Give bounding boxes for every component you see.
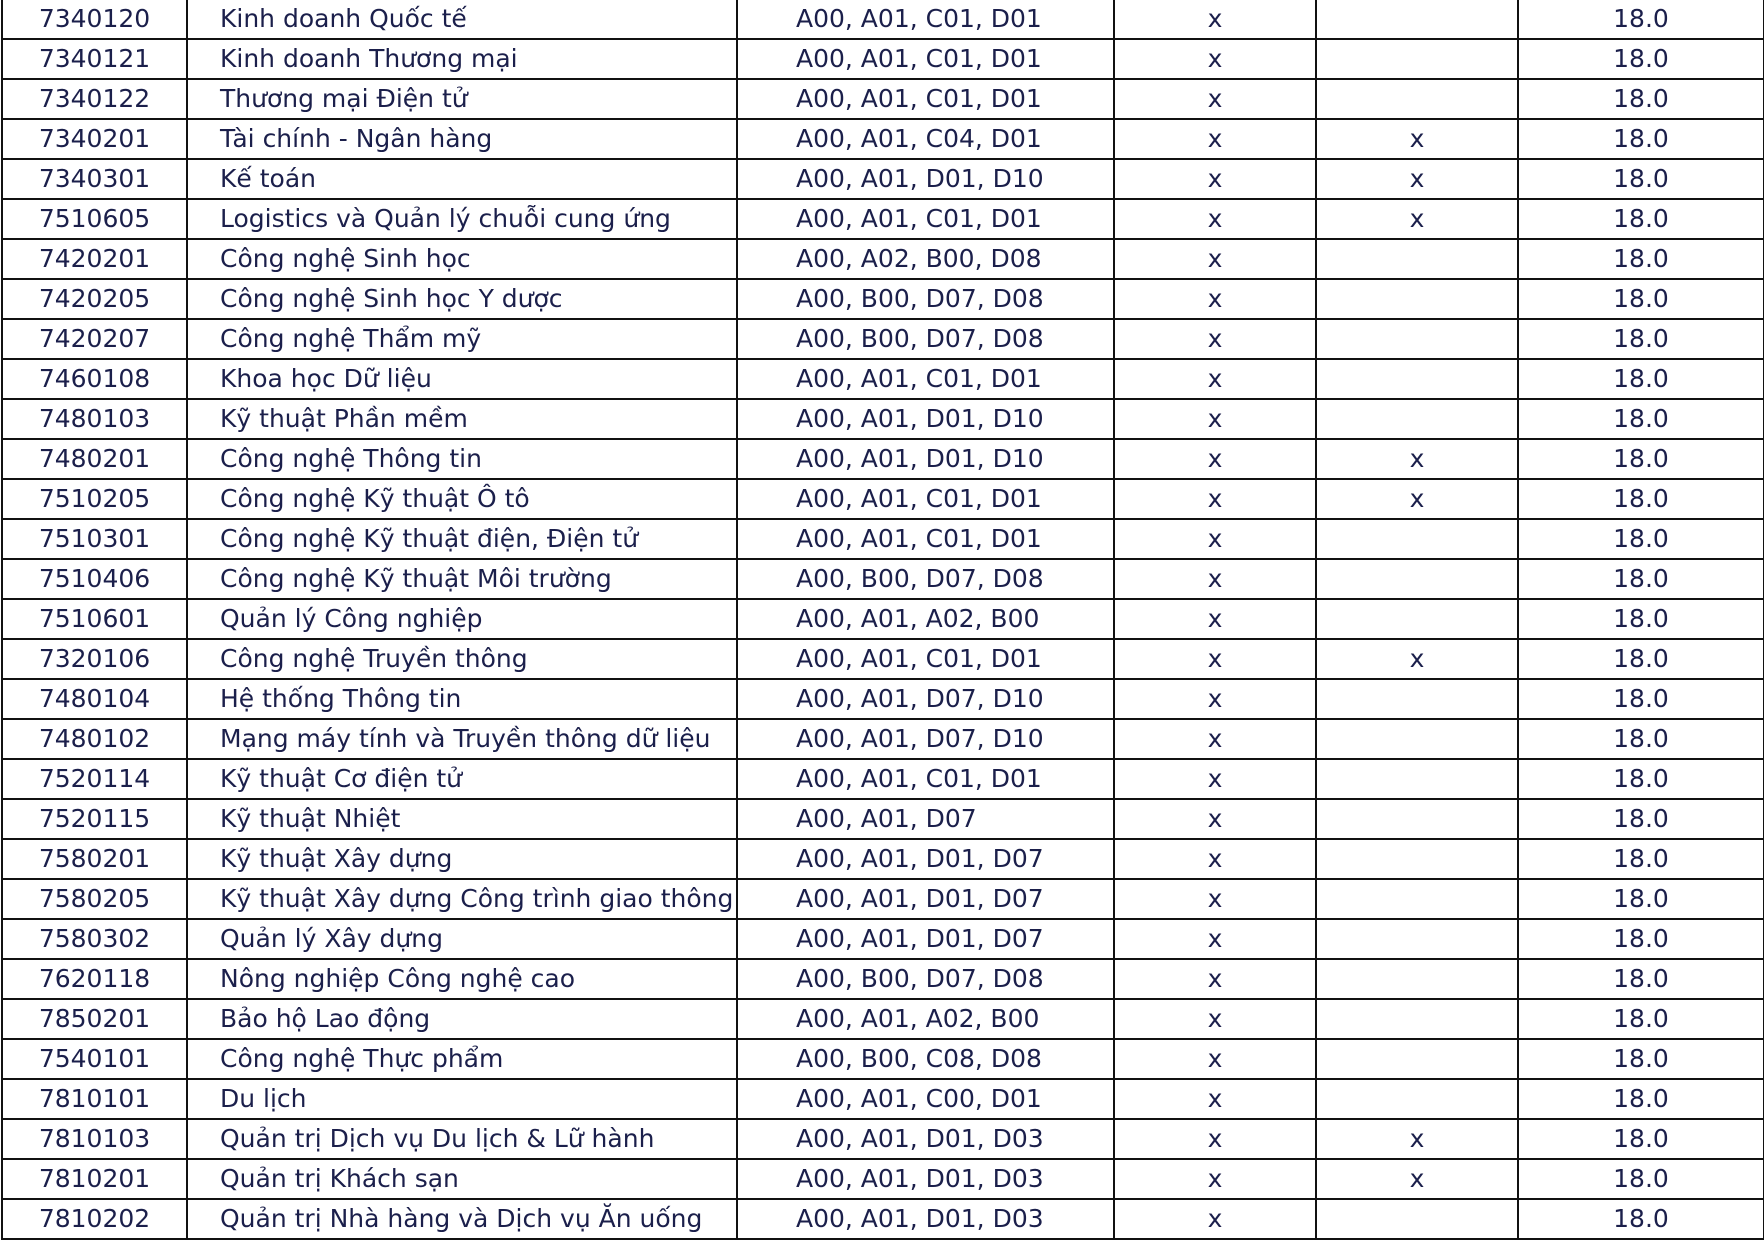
score-cell: 18.0 [1518,0,1764,39]
score-cell: 18.0 [1518,439,1764,479]
major-name-cell: Khoa học Dữ liệu [187,359,737,399]
table-row [2,0,1764,39]
table-row [2,39,1764,79]
score-cell: 18.0 [1518,159,1764,199]
score-cell: 18.0 [1518,319,1764,359]
major-name-cell: Công nghệ Kỹ thuật Ô tô [187,479,737,519]
major-name-cell: Quản trị Dịch vụ Du lịch & Lữ hành [187,1119,737,1159]
method-mark-cell: x [1114,919,1316,959]
major-code-cell: 7580302 [2,919,187,959]
secondary-mark-cell [1316,999,1518,1039]
secondary-mark-cell [1316,679,1518,719]
method-mark-cell: x [1114,119,1316,159]
method-mark-cell: x [1114,239,1316,279]
major-name-cell: Công nghệ Sinh học Y dược [187,279,737,319]
score-cell: 18.0 [1518,1079,1764,1119]
major-name-cell: Logistics và Quản lý chuỗi cung ứng [187,199,737,239]
subject-combinations-cell: A00, A01, D07, D10 [737,719,1114,759]
method-mark-cell: x [1114,0,1316,39]
subject-combinations-cell: A00, A02, B00, D08 [737,239,1114,279]
subject-combinations-cell: A00, A01, D01, D03 [737,1159,1114,1199]
method-mark-cell: x [1114,79,1316,119]
major-name-cell: Công nghệ Truyền thông [187,639,737,679]
major-code-cell: 7420205 [2,279,187,319]
secondary-mark-cell [1316,919,1518,959]
subject-combinations-cell: A00, A01, D01, D10 [737,399,1114,439]
subject-combinations-cell: A00, A01, C01, D01 [737,519,1114,559]
table-row [2,479,1764,519]
score-cell: 18.0 [1518,999,1764,1039]
secondary-mark-cell [1316,1199,1518,1239]
table-row [2,319,1764,359]
subject-combinations-cell: A00, A01, D01, D03 [737,1199,1114,1239]
table-row [2,1079,1764,1119]
score-cell: 18.0 [1518,959,1764,999]
score-cell: 18.0 [1518,479,1764,519]
table-row [2,999,1764,1039]
score-cell: 18.0 [1518,39,1764,79]
score-cell: 18.0 [1518,759,1764,799]
major-code-cell: 7340121 [2,39,187,79]
subject-combinations-cell: A00, A01, C04, D01 [737,119,1114,159]
secondary-mark-cell: x [1316,119,1518,159]
subject-combinations-cell: A00, B00, D07, D08 [737,559,1114,599]
table-row [2,559,1764,599]
subject-combinations-cell: A00, A01, D01, D07 [737,879,1114,919]
score-cell: 18.0 [1518,359,1764,399]
table-row [2,79,1764,119]
table-row [2,1039,1764,1079]
major-code-cell: 7540101 [2,1039,187,1079]
table-row [2,759,1764,799]
major-name-cell: Hệ thống Thông tin [187,679,737,719]
method-mark-cell: x [1114,479,1316,519]
table-row [2,359,1764,399]
method-mark-cell: x [1114,399,1316,439]
secondary-mark-cell [1316,319,1518,359]
method-mark-cell: x [1114,519,1316,559]
major-name-cell: Công nghệ Thẩm mỹ [187,319,737,359]
subject-combinations-cell: A00, A01, C01, D01 [737,479,1114,519]
subject-combinations-cell: A00, A01, C01, D01 [737,359,1114,399]
method-mark-cell: x [1114,879,1316,919]
major-code-cell: 7510205 [2,479,187,519]
secondary-mark-cell [1316,239,1518,279]
subject-combinations-cell: A00, B00, D07, D08 [737,279,1114,319]
secondary-mark-cell [1316,799,1518,839]
score-cell: 18.0 [1518,119,1764,159]
subject-combinations-cell: A00, A01, D01, D10 [737,439,1114,479]
method-mark-cell: x [1114,1079,1316,1119]
secondary-mark-cell: x [1316,439,1518,479]
method-mark-cell: x [1114,719,1316,759]
score-cell: 18.0 [1518,1159,1764,1199]
table-row [2,839,1764,879]
major-code-cell: 7810201 [2,1159,187,1199]
method-mark-cell: x [1114,1159,1316,1199]
secondary-mark-cell: x [1316,1119,1518,1159]
major-code-cell: 7340201 [2,119,187,159]
subject-combinations-cell: A00, A01, D07 [737,799,1114,839]
table-row [2,1199,1764,1239]
table-row [2,679,1764,719]
score-cell: 18.0 [1518,239,1764,279]
table-row [2,919,1764,959]
major-code-cell: 7580201 [2,839,187,879]
major-code-cell: 7810103 [2,1119,187,1159]
subject-combinations-cell: A00, B00, C08, D08 [737,1039,1114,1079]
major-name-cell: Công nghệ Sinh học [187,239,737,279]
major-code-cell: 7480102 [2,719,187,759]
major-name-cell: Quản lý Công nghiệp [187,599,737,639]
major-code-cell: 7510605 [2,199,187,239]
table-row [2,439,1764,479]
method-mark-cell: x [1114,799,1316,839]
score-cell: 18.0 [1518,919,1764,959]
table-row [2,159,1764,199]
score-cell: 18.0 [1518,1199,1764,1239]
major-code-cell: 7420207 [2,319,187,359]
major-name-cell: Bảo hộ Lao động [187,999,737,1039]
score-cell: 18.0 [1518,399,1764,439]
method-mark-cell: x [1114,1199,1316,1239]
method-mark-cell: x [1114,959,1316,999]
secondary-mark-cell [1316,879,1518,919]
method-mark-cell: x [1114,599,1316,639]
major-code-cell: 7510406 [2,559,187,599]
secondary-mark-cell [1316,599,1518,639]
major-code-cell: 7480201 [2,439,187,479]
major-name-cell: Kỹ thuật Phần mềm [187,399,737,439]
method-mark-cell: x [1114,279,1316,319]
major-code-cell: 7850201 [2,999,187,1039]
secondary-mark-cell [1316,559,1518,599]
major-code-cell: 7340120 [2,0,187,39]
major-code-cell: 7810101 [2,1079,187,1119]
subject-combinations-cell: A00, A01, D01, D10 [737,159,1114,199]
major-code-cell: 7420201 [2,239,187,279]
secondary-mark-cell: x [1316,159,1518,199]
table-row [2,879,1764,919]
major-code-cell: 7520115 [2,799,187,839]
major-code-cell: 7340122 [2,79,187,119]
subject-combinations-cell: A00, A01, D01, D03 [737,1119,1114,1159]
score-cell: 18.0 [1518,199,1764,239]
score-cell: 18.0 [1518,719,1764,759]
method-mark-cell: x [1114,439,1316,479]
subject-combinations-cell: A00, A01, A02, B00 [737,599,1114,639]
major-name-cell: Kỹ thuật Xây dựng [187,839,737,879]
table-body [2,0,1764,1239]
secondary-mark-cell [1316,39,1518,79]
subject-combinations-cell: A00, A01, C01, D01 [737,199,1114,239]
method-mark-cell: x [1114,839,1316,879]
major-name-cell: Thương mại Điện tử [187,79,737,119]
secondary-mark-cell [1316,1039,1518,1079]
major-code-cell: 7620118 [2,959,187,999]
secondary-mark-cell: x [1316,639,1518,679]
major-name-cell: Kỹ thuật Nhiệt [187,799,737,839]
major-name-cell: Kỹ thuật Cơ điện tử [187,759,737,799]
method-mark-cell: x [1114,999,1316,1039]
major-code-cell: 7810202 [2,1199,187,1239]
table-row [2,1119,1764,1159]
subject-combinations-cell: A00, A01, D07, D10 [737,679,1114,719]
method-mark-cell: x [1114,319,1316,359]
secondary-mark-cell: x [1316,199,1518,239]
major-name-cell: Tài chính - Ngân hàng [187,119,737,159]
subject-combinations-cell: A00, B00, D07, D08 [737,959,1114,999]
score-cell: 18.0 [1518,279,1764,319]
major-name-cell: Quản trị Nhà hàng và Dịch vụ Ăn uống [187,1199,737,1239]
method-mark-cell: x [1114,559,1316,599]
major-code-cell: 7510601 [2,599,187,639]
major-name-cell: Quản trị Khách sạn [187,1159,737,1199]
table-row [2,959,1764,999]
subject-combinations-cell: A00, A01, C01, D01 [737,79,1114,119]
table-row [2,119,1764,159]
major-code-cell: 7340301 [2,159,187,199]
secondary-mark-cell [1316,519,1518,559]
table-row [2,799,1764,839]
admissions-table [1,0,1764,1240]
secondary-mark-cell: x [1316,479,1518,519]
secondary-mark-cell: x [1316,1159,1518,1199]
subject-combinations-cell: A00, A01, C01, D01 [737,39,1114,79]
score-cell: 18.0 [1518,519,1764,559]
secondary-mark-cell [1316,839,1518,879]
secondary-mark-cell [1316,759,1518,799]
method-mark-cell: x [1114,759,1316,799]
major-name-cell: Kế toán [187,159,737,199]
score-cell: 18.0 [1518,1119,1764,1159]
secondary-mark-cell [1316,0,1518,39]
major-code-cell: 7480104 [2,679,187,719]
score-cell: 18.0 [1518,1039,1764,1079]
major-name-cell: Công nghệ Kỹ thuật điện, Điện tử [187,519,737,559]
subject-combinations-cell: A00, A01, D01, D07 [737,839,1114,879]
major-name-cell: Kinh doanh Quốc tế [187,0,737,39]
major-name-cell: Kinh doanh Thương mại [187,39,737,79]
table-row [2,239,1764,279]
major-name-cell: Du lịch [187,1079,737,1119]
score-cell: 18.0 [1518,79,1764,119]
table-row [2,519,1764,559]
table-row [2,639,1764,679]
table-row [2,399,1764,439]
table-row [2,599,1764,639]
method-mark-cell: x [1114,1119,1316,1159]
method-mark-cell: x [1114,1039,1316,1079]
major-name-cell: Kỹ thuật Xây dựng Công trình giao thông [187,879,737,919]
subject-combinations-cell: A00, A01, C01, D01 [737,0,1114,39]
subject-combinations-cell: A00, A01, C00, D01 [737,1079,1114,1119]
score-cell: 18.0 [1518,559,1764,599]
method-mark-cell: x [1114,159,1316,199]
score-cell: 18.0 [1518,639,1764,679]
subject-combinations-cell: A00, A01, C01, D01 [737,759,1114,799]
major-code-cell: 7510301 [2,519,187,559]
major-name-cell: Công nghệ Thực phẩm [187,1039,737,1079]
major-code-cell: 7320106 [2,639,187,679]
major-code-cell: 7460108 [2,359,187,399]
secondary-mark-cell [1316,279,1518,319]
method-mark-cell: x [1114,639,1316,679]
table-row [2,1159,1764,1199]
secondary-mark-cell [1316,719,1518,759]
secondary-mark-cell [1316,79,1518,119]
table-row [2,199,1764,239]
table-row [2,279,1764,319]
major-name-cell: Quản lý Xây dựng [187,919,737,959]
score-cell: 18.0 [1518,679,1764,719]
method-mark-cell: x [1114,679,1316,719]
major-code-cell: 7480103 [2,399,187,439]
secondary-mark-cell [1316,1079,1518,1119]
method-mark-cell: x [1114,199,1316,239]
method-mark-cell: x [1114,359,1316,399]
major-name-cell: Công nghệ Kỹ thuật Môi trường [187,559,737,599]
major-code-cell: 7580205 [2,879,187,919]
secondary-mark-cell [1316,399,1518,439]
major-name-cell: Mạng máy tính và Truyền thông dữ liệu [187,719,737,759]
secondary-mark-cell [1316,359,1518,399]
score-cell: 18.0 [1518,839,1764,879]
score-cell: 18.0 [1518,599,1764,639]
table-row [2,719,1764,759]
secondary-mark-cell [1316,959,1518,999]
subject-combinations-cell: A00, A01, A02, B00 [737,999,1114,1039]
major-name-cell: Nông nghiệp Công nghệ cao [187,959,737,999]
subject-combinations-cell: A00, A01, D01, D07 [737,919,1114,959]
score-cell: 18.0 [1518,879,1764,919]
method-mark-cell: x [1114,39,1316,79]
major-name-cell: Công nghệ Thông tin [187,439,737,479]
major-code-cell: 7520114 [2,759,187,799]
subject-combinations-cell: A00, A01, C01, D01 [737,639,1114,679]
score-cell: 18.0 [1518,799,1764,839]
subject-combinations-cell: A00, B00, D07, D08 [737,319,1114,359]
